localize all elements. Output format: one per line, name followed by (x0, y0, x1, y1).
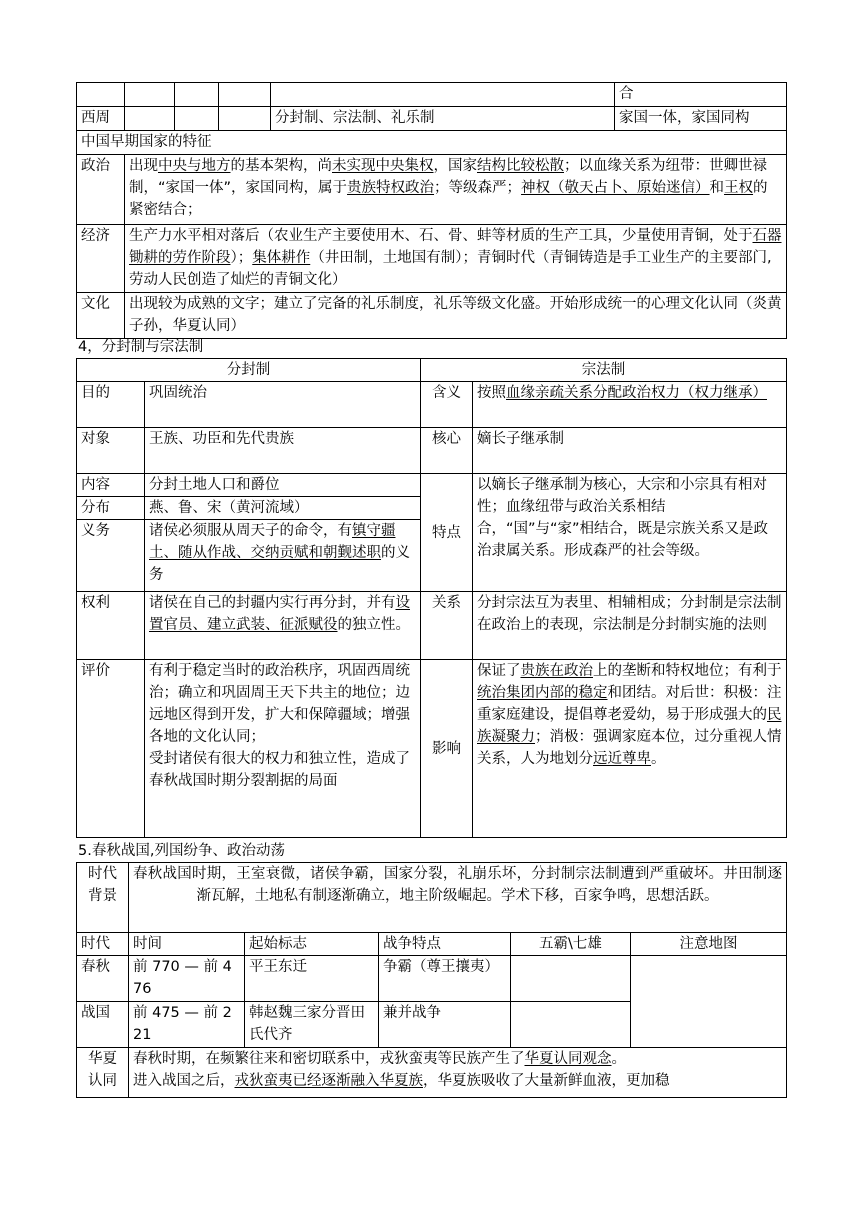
col-war: 战争特点 (379, 933, 511, 956)
evaluation-text: 有利于稳定当时的政治秩序，巩固西周统治；确立和巩固周王天下共主的地位；边远地区得到开发，扩大和保障疆域；增强各地的文化认同； 受封诸侯有很大的权力和独立性，造成了春秋战国时期分裂割据的局面 (145, 660, 421, 838)
feature-text: 以嫡长子继承制为核心，大宗和小宗具有相对性；血缘纽带与政治关系相结合，“国”与“家”相结合，既是宗族关系又是政治隶属关系。形成森严的社会等级。 (473, 474, 787, 592)
col-map: 注意地图 (631, 933, 787, 956)
table-header-row (77, 933, 787, 956)
zongfa-header: 宗法制 (421, 359, 787, 382)
huaxia-text: 春秋时期，在频繁往来和密切联系中，戎狄蛮夷等民族产生了华夏认同观念。 进入战国之后，戎狄蛮夷已经逐渐融入华夏族，华夏族吸收了大量新鲜血液，更加稳 (129, 1048, 787, 1098)
background-label: 时代背景 (77, 863, 129, 933)
warring-era: 战国 (77, 1002, 129, 1048)
feature-label: 特点 (421, 474, 473, 592)
distribution-label: 分布 (77, 497, 145, 520)
evaluation-label: 评价 (77, 660, 145, 838)
core-label: 核心 (421, 428, 473, 474)
table-row (77, 592, 787, 660)
purpose-label: 目的 (77, 382, 145, 428)
duty-label: 义务 (77, 520, 145, 592)
culture-label: 文化 (77, 293, 125, 339)
table-row (77, 107, 787, 131)
distribution-text: 燕、鲁、宋（黄河流域） (145, 497, 421, 520)
economy-text: 生产力水平相对落后（农业生产主要使用木、石、骨、蚌等材质的生产工具，少量使用青铜，处于石器锄耕的劳作阶段）；集体耕作（井田制，土地国有制）；青铜时代（青铜铸造是手工业生产的主要部门,劳动人民创造了灿烂的青铜文化） (125, 225, 787, 293)
relation-text: 分封宗法互为表里、相辅相成；分封制是宗法制在政治上的表现，宗法制是分封制实施的法则 (473, 592, 787, 660)
rights-text: 诸侯在自己的封疆内实行再分封，并有设置官员、建立武装、征派赋役的独立性。 (145, 592, 421, 660)
spring-war: 争霸（尊王攘夷） (379, 956, 511, 1002)
table-row (77, 956, 787, 1002)
meaning-text: 按照血缘亲疏关系分配政治权力（权力继承） (473, 382, 787, 428)
influence-label: 影响 (421, 660, 473, 838)
table-row (77, 155, 787, 225)
section-4-title: 4，分封制与宗法制 (78, 339, 204, 355)
meaning-label: 含义 (421, 382, 473, 428)
table-row (77, 382, 787, 428)
spring-start: 平王东迁 (245, 956, 379, 1002)
table-row (77, 660, 787, 838)
table-row (77, 863, 787, 933)
table-row (77, 428, 787, 474)
warring-war: 兼并战争 (379, 1002, 511, 1048)
fengjian-header: 分封制 (77, 359, 421, 382)
politics-text: 出现中央与地方的基本架构，尚未实现中央集权，国家结构比较松散；以血缘关系为纽带：世卿世禄制，“家国一体”，家国同构，属于贵族特权政治；等级森严；神权（敬天占卜、原始迷信）和王权的紧密结合； (125, 155, 787, 225)
era-western-zhou: 西周 (77, 107, 125, 131)
fengjian-zongfa-table (76, 358, 787, 838)
rights-label: 权利 (77, 592, 145, 660)
spring-era: 春秋 (77, 956, 129, 1002)
warring-time: 前 475 — 前 221 (129, 1002, 245, 1048)
col-era: 时代 (77, 933, 129, 956)
zhou-systems: 分封制、宗法制、礼乐制 (271, 107, 615, 131)
object-label: 对象 (77, 428, 145, 474)
table-row (77, 1048, 787, 1098)
purpose-text: 巩固统治 (145, 382, 421, 428)
economy-label: 经济 (77, 225, 125, 293)
table-row (77, 474, 787, 497)
core-text: 嫡长子继承制 (473, 428, 787, 474)
early-state-table (76, 82, 787, 339)
table-row (77, 359, 787, 382)
spring-autumn-table (76, 862, 787, 1098)
col-hegemons: 五霸\七雄 (511, 933, 631, 956)
cell-he: 合 (615, 83, 787, 107)
col-start: 起始标志 (245, 933, 379, 956)
background-text: 春秋战国时期，王室衰微，诸侯争霸，国家分裂，礼崩乐坏，分封制宗法制遭到严重破坏。井田制逐渐瓦解，土地私有制逐渐确立，地主阶级崛起。学术下移，百家争鸣，思想活跃。 (129, 863, 787, 933)
culture-text: 出现较为成熟的文字；建立了完备的礼乐制度，礼乐等级文化盛。开始形成统一的心理文化认同（炎黄子孙，华夏认同） (125, 293, 787, 339)
col-time: 时间 (129, 933, 245, 956)
warring-start: 韩赵魏三家分晋田氏代齐 (245, 1002, 379, 1048)
spring-time: 前 770 — 前 476 (129, 956, 245, 1002)
table-row (77, 293, 787, 339)
table-row (77, 131, 787, 155)
zhou-feature: 家国一体，家国同构 (615, 107, 787, 131)
huaxia-label: 华夏认同 (77, 1048, 129, 1098)
table-row (77, 83, 787, 107)
object-text: 王族、功臣和先代贵族 (145, 428, 421, 474)
duty-text: 诸侯必须服从周天子的命令，有镇守疆土、随从作战、交纳贡赋和朝觐述职的义务 (145, 520, 421, 592)
influence-text: 保证了贵族在政治上的垄断和特权地位；有利于统治集团内部的稳定和团结。对后世：积极：注重家庭建设，提倡尊老爱幼，易于形成强大的民族凝聚力；消极：强调家庭本位，过分重视人情关系，人为地划分远近尊卑。 (473, 660, 787, 838)
table-row (77, 225, 787, 293)
early-state-heading: 中国早期国家的特征 (77, 131, 787, 155)
content-text: 分封土地人口和爵位 (145, 474, 421, 497)
section-5-title: 5.春秋战国,列国纷争、政治动荡 (78, 843, 285, 859)
content-label: 内容 (77, 474, 145, 497)
politics-label: 政治 (77, 155, 125, 225)
relation-label: 关系 (421, 592, 473, 660)
